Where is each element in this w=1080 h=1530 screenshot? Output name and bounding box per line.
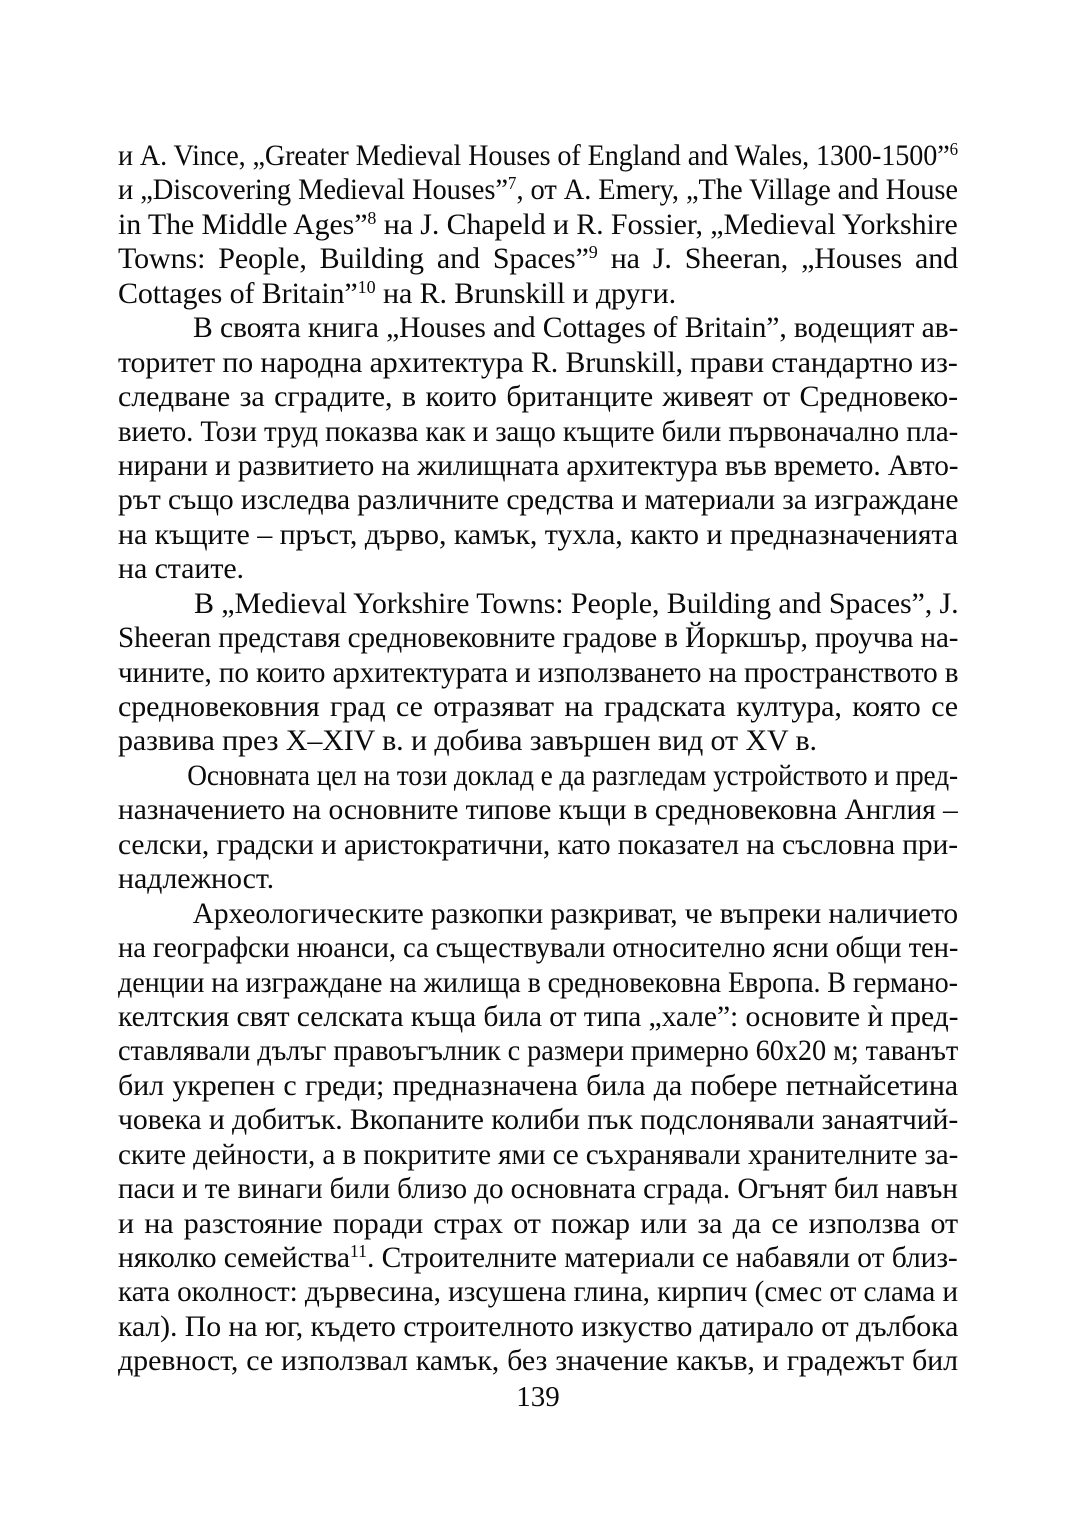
text-line	[118, 311, 959, 345]
text-line	[118, 1207, 958, 1241]
text-line	[118, 483, 959, 517]
text-run: нирани и развитието на жилищната архитектура във времето. Авто-	[118, 448, 959, 482]
text-run: чините, по които архитектурата и използването на пространството в	[118, 655, 959, 689]
text-run: Sheeran представя средновековните градове в Йоркшър, проучва на-	[118, 621, 959, 655]
text-run: кал). По на юг, където строителното изкуство датирало от дълбока	[118, 1309, 959, 1343]
text-run: на къщите – пръст, дърво, камък, тухла, както и предназначенията	[118, 517, 958, 551]
text-line	[118, 999, 959, 1034]
text-line	[118, 896, 959, 931]
text-run: Основната цел на този доклад е да разгледам устройството и пред-	[187, 758, 959, 792]
text-run: следване за сградите, в които британците живеят от Средновеко-	[118, 380, 958, 414]
text-run: няколко семейства	[118, 1241, 350, 1274]
text-run: средновековния град се отразяват на градската култура, която се	[118, 690, 958, 723]
text-run: на стаите.	[118, 552, 244, 586]
paragraph	[118, 139, 958, 311]
text-run: . Строителните материали се набавяли от близ-	[366, 1241, 958, 1274]
text-run: и на разстояние поради страх от пожар или за да се използва от	[118, 1206, 958, 1240]
footnote-reference: 8	[367, 207, 377, 228]
text-run: in The Middle Ages”	[118, 207, 368, 241]
text-run: В „Medieval Yorkshire Towns: People, Building and Spaces”, J.	[194, 586, 959, 620]
text-line	[118, 793, 958, 827]
text-line	[118, 621, 959, 655]
text-line	[118, 965, 958, 1000]
footnote-reference: 10	[357, 276, 376, 297]
text-run: рът също изследва различните средства и материали за изграждане	[118, 483, 959, 517]
text-line	[118, 518, 958, 552]
text-run: назначението на основните типове къщи в средновековна Англия –	[118, 793, 958, 827]
text-line	[118, 1309, 959, 1344]
text-line	[118, 862, 958, 896]
text-line	[118, 173, 958, 207]
text-line	[118, 1241, 958, 1275]
text-run: на J. Chapeld и R. Fossier, „Medieval Yorkshire	[376, 207, 958, 241]
text-line	[118, 655, 959, 690]
paragraph	[118, 897, 958, 1379]
text-run: древност, се използвал камък, без значение какъв, и градежът бил	[118, 1344, 958, 1378]
text-line	[118, 345, 958, 380]
text-run: торитет по народна архитектура R. Brunskill, прави стандартно из-	[118, 345, 958, 379]
text-run: Cottages of Britain”	[118, 276, 358, 310]
text-run: паси и те винаги били близо до основната сграда. Огънят бил навън	[118, 1172, 958, 1206]
text-line	[118, 1344, 958, 1378]
text-run: келтския свят селската къща била от типа „хале”: основите ѝ пред-	[118, 999, 959, 1033]
text-run: ката околност: дървесина, изсушена глина, кирпич (смес от слама и	[118, 1275, 958, 1309]
footnote-reference: 9	[588, 242, 598, 263]
text-line	[118, 139, 959, 173]
text-run: ставлявали дълъг правоъгълник с размери примерно 60х20 м; таванът	[118, 1034, 959, 1068]
text-run: ските дейности, а в покритите ями се съхранявали хранителните за-	[118, 1137, 959, 1171]
paragraph	[118, 311, 958, 587]
text-run: надлежност.	[118, 862, 275, 896]
text-run: селски, градски и аристократични, като показател на съсловна при-	[118, 827, 958, 861]
text-line	[118, 448, 959, 483]
text-line	[118, 758, 959, 793]
text-run: Археологическите разкопки разкриват, че въпреки наличието	[192, 896, 959, 930]
text-line	[118, 380, 958, 414]
paragraph	[118, 759, 958, 897]
text-line	[118, 242, 958, 276]
text-run: човека и добитък. Вкопаните колиби пък подслонявали занаятчий-	[118, 1103, 959, 1137]
text-line	[118, 1103, 959, 1137]
footnote-reference: 11	[349, 1241, 367, 1261]
text-run: бил укрепен с греди; предназначена била да побере петнайсетина	[118, 1068, 958, 1102]
text-run: и A. Vince, „Greater Medieval Houses of England and Wales, 1300-1500”	[118, 139, 950, 172]
page-number: 139	[516, 1381, 560, 1413]
text-line	[118, 1034, 959, 1068]
text-run: денции на изграждане на жилища в средновековна Европа. В германо-	[118, 965, 958, 999]
text-line	[118, 931, 959, 965]
text-line	[118, 277, 958, 311]
text-run: на географски нюанси, са съществували относително ясни общи тен-	[118, 931, 959, 965]
text-line	[118, 1069, 958, 1103]
text-run: на R. Brunskill и други.	[375, 276, 676, 310]
text-line	[118, 690, 958, 724]
text-line	[118, 414, 959, 449]
text-line	[118, 1137, 959, 1172]
text-line	[118, 552, 958, 586]
text-run: В своята книга „Houses and Cottages of Britain”, водещият ав-	[193, 311, 959, 345]
text-line	[118, 827, 958, 862]
footnote-reference: 7	[507, 173, 517, 194]
text-line	[118, 587, 958, 621]
text-line	[118, 208, 956, 242]
text-run: Towns: People, Building and Spaces”	[118, 242, 589, 276]
text-run: вието. Този труд показва как и защо къщите били първоначално пла-	[118, 414, 959, 448]
text-run: на J. Sheeran, „Houses and	[597, 242, 958, 276]
text-line	[118, 1275, 958, 1309]
footnote-reference: 6	[949, 139, 959, 159]
text-run: и „Discovering Medieval Houses”	[118, 173, 508, 207]
paragraph	[118, 587, 958, 759]
text-line	[118, 1172, 958, 1206]
text-run: , от A. Emery, „The Village and House	[516, 173, 958, 207]
text-run: развива през X–XIV в. и добива завършен вид от XV в.	[118, 724, 817, 758]
text-line	[118, 724, 958, 758]
page-text	[118, 139, 958, 1379]
